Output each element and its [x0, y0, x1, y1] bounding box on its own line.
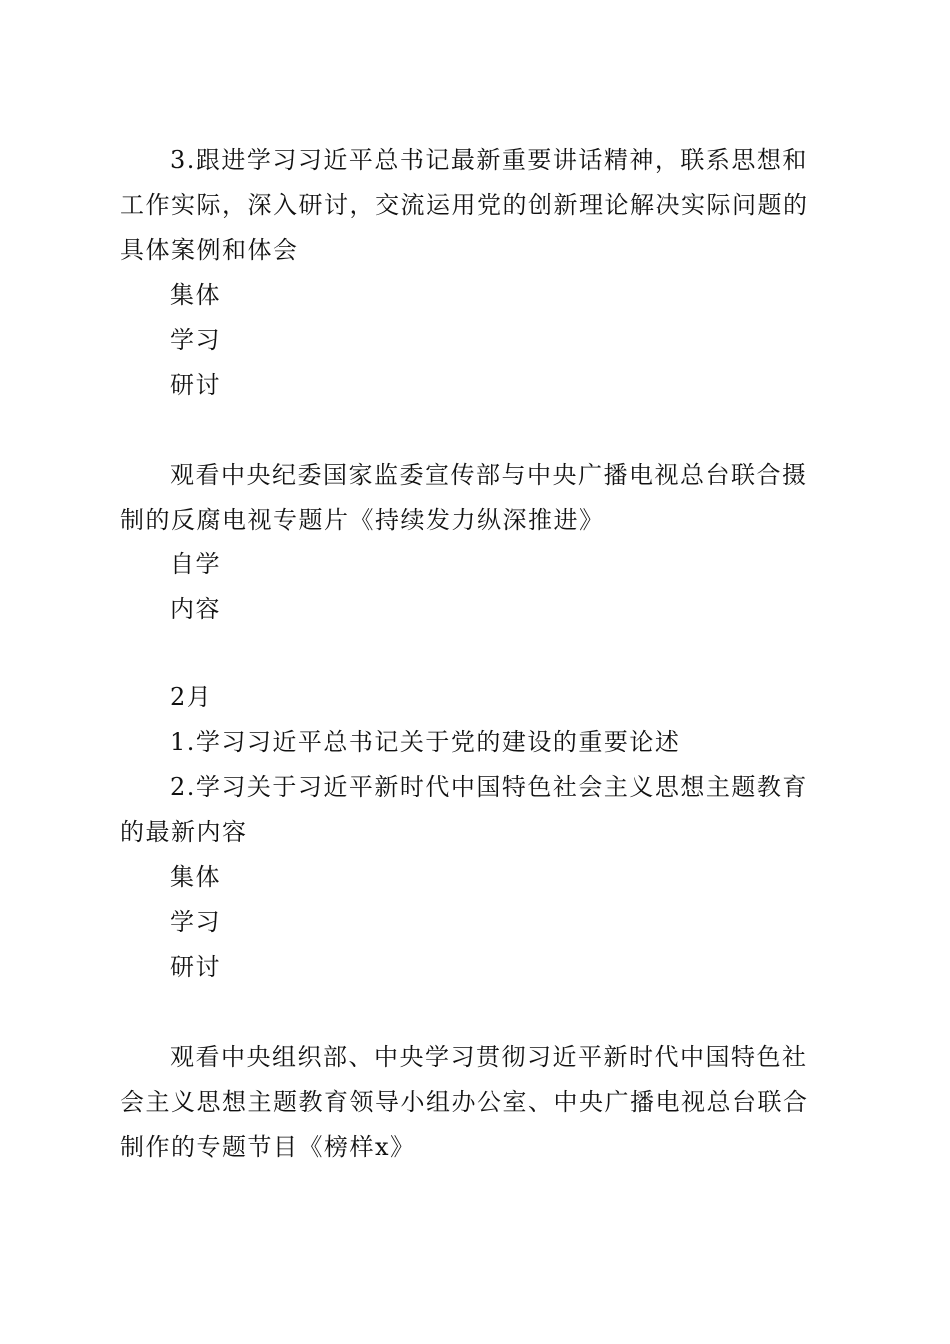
paragraph-line: 工作实际，深入研讨，交流运用党的创新理论解决实际问题的 — [120, 191, 809, 219]
paragraph-line: 会主义思想主题教育领导小组办公室、中央广播电视总台联合 — [120, 1088, 809, 1116]
paragraph-line: 3.跟进学习习近平总书记最新重要讲话精神，联系思想和 — [170, 146, 808, 174]
paragraph-line: 观看中央组织部、中央学习贯彻习近平新时代中国特色社 — [170, 1043, 808, 1071]
list-item: 1.学习习近平总书记关于党的建设的重要论述 — [170, 728, 681, 756]
label-line: 学习 — [170, 908, 221, 936]
label-line: 集体 — [170, 281, 221, 309]
paragraph-line: 制作的专题节目《榜样x》 — [120, 1133, 416, 1161]
label-line: 自学 — [170, 550, 221, 578]
label-line: 内容 — [170, 595, 221, 623]
month-heading: 2月 — [170, 683, 213, 711]
label-line: 研讨 — [170, 953, 221, 981]
paragraph-line: 具体案例和体会 — [120, 236, 299, 264]
list-item: 2.学习关于习近平新时代中国特色社会主义思想主题教育 — [170, 773, 808, 801]
list-item-continuation: 的最新内容 — [120, 818, 248, 846]
label-line: 研讨 — [170, 371, 221, 399]
label-line: 学习 — [170, 326, 221, 354]
paragraph-line: 观看中央纪委国家监委宣传部与中央广播电视总台联合摄 — [170, 461, 808, 489]
paragraph-line: 制的反腐电视专题片《持续发力纵深推进》 — [120, 506, 605, 534]
label-line: 集体 — [170, 863, 221, 891]
